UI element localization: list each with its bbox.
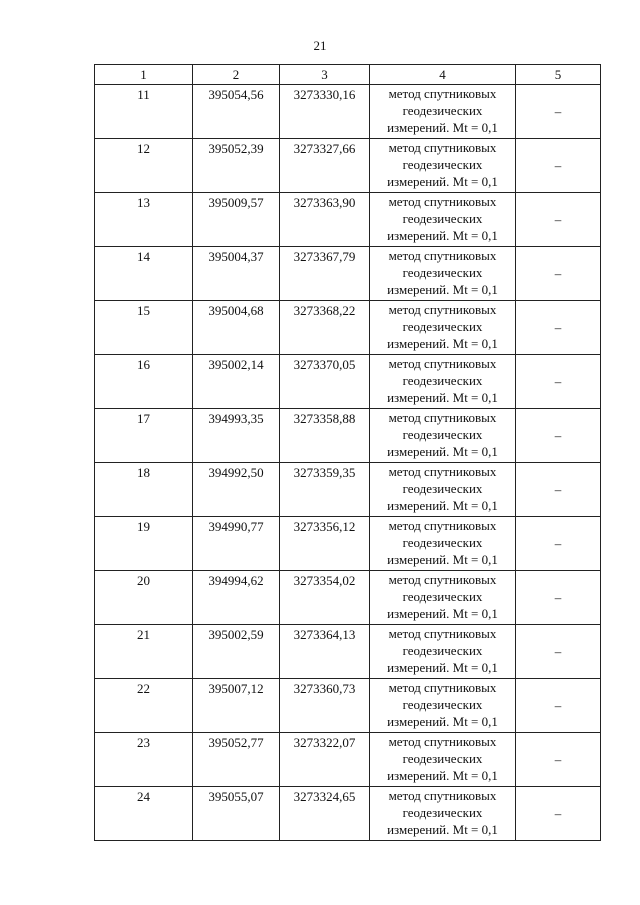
method-line: метод спутниковых xyxy=(388,626,497,641)
method-line: геодезических xyxy=(402,643,483,658)
method-line: геодезических xyxy=(402,265,483,280)
point-number-cell: 16 xyxy=(95,355,193,409)
column-header: 1 xyxy=(95,65,193,85)
table-row xyxy=(95,193,601,247)
column-5-cell: – xyxy=(516,409,601,463)
point-number-cell: 21 xyxy=(95,625,193,679)
table-row xyxy=(95,733,601,787)
method-line: геодезических xyxy=(402,211,483,226)
column-5-cell: – xyxy=(516,679,601,733)
method-cell xyxy=(370,625,516,679)
method-line: метод спутниковых xyxy=(388,194,497,209)
y-coordinate-cell: 3273330,16 xyxy=(280,85,370,139)
column-5-cell: – xyxy=(516,247,601,301)
y-coordinate-cell: 3273359,35 xyxy=(280,463,370,517)
x-coordinate-cell: 395004,68 xyxy=(193,301,280,355)
point-number-cell: 23 xyxy=(95,733,193,787)
x-coordinate-cell: 394992,50 xyxy=(193,463,280,517)
method-line: измерений. Mt = 0,1 xyxy=(387,336,498,351)
y-coordinate-cell: 3273367,79 xyxy=(280,247,370,301)
method-line: измерений. Mt = 0,1 xyxy=(387,390,498,405)
column-5-cell: – xyxy=(516,517,601,571)
table-row xyxy=(95,301,601,355)
x-coordinate-cell: 395002,59 xyxy=(193,625,280,679)
table-row xyxy=(95,787,601,841)
method-line: геодезических xyxy=(402,697,483,712)
method-line: метод спутниковых xyxy=(388,734,497,749)
point-number-cell: 15 xyxy=(95,301,193,355)
column-5-cell: – xyxy=(516,355,601,409)
table-row xyxy=(95,679,601,733)
method-line: метод спутниковых xyxy=(388,788,497,803)
y-coordinate-cell: 3273370,05 xyxy=(280,355,370,409)
point-number-cell: 11 xyxy=(95,85,193,139)
method-line: метод спутниковых xyxy=(388,140,497,155)
method-cell xyxy=(370,571,516,625)
method-line: метод спутниковых xyxy=(388,248,497,263)
method-line: измерений. Mt = 0,1 xyxy=(387,552,498,567)
method-line: метод спутниковых xyxy=(388,86,497,101)
method-cell xyxy=(370,85,516,139)
table-row xyxy=(95,517,601,571)
y-coordinate-cell: 3273360,73 xyxy=(280,679,370,733)
y-coordinate-cell: 3273363,90 xyxy=(280,193,370,247)
column-header: 3 xyxy=(280,65,370,85)
method-line: измерений. Mt = 0,1 xyxy=(387,282,498,297)
x-coordinate-cell: 395009,57 xyxy=(193,193,280,247)
method-line: геодезических xyxy=(402,157,483,172)
column-header: 4 xyxy=(370,65,516,85)
method-line: метод спутниковых xyxy=(388,410,497,425)
point-number-cell: 13 xyxy=(95,193,193,247)
point-number-cell: 17 xyxy=(95,409,193,463)
x-coordinate-cell: 394993,35 xyxy=(193,409,280,463)
method-cell xyxy=(370,193,516,247)
y-coordinate-cell: 3273327,66 xyxy=(280,139,370,193)
y-coordinate-cell: 3273354,02 xyxy=(280,571,370,625)
table-row xyxy=(95,85,601,139)
column-5-cell: – xyxy=(516,301,601,355)
x-coordinate-cell: 395007,12 xyxy=(193,679,280,733)
method-cell xyxy=(370,679,516,733)
y-coordinate-cell: 3273356,12 xyxy=(280,517,370,571)
y-coordinate-cell: 3273368,22 xyxy=(280,301,370,355)
column-5-cell: – xyxy=(516,85,601,139)
column-header: 5 xyxy=(516,65,601,85)
column-5-cell: – xyxy=(516,787,601,841)
method-line: измерений. Mt = 0,1 xyxy=(387,444,498,459)
table-row xyxy=(95,247,601,301)
method-line: измерений. Mt = 0,1 xyxy=(387,228,498,243)
page-number: 21 xyxy=(313,38,327,53)
x-coordinate-cell: 394994,62 xyxy=(193,571,280,625)
x-coordinate-cell: 395004,37 xyxy=(193,247,280,301)
method-cell xyxy=(370,733,516,787)
coordinates-table xyxy=(94,64,601,841)
y-coordinate-cell: 3273324,65 xyxy=(280,787,370,841)
x-coordinate-cell: 394990,77 xyxy=(193,517,280,571)
method-line: геодезических xyxy=(402,589,483,604)
method-line: геодезических xyxy=(402,751,483,766)
method-cell xyxy=(370,787,516,841)
method-line: измерений. Mt = 0,1 xyxy=(387,120,498,135)
method-line: геодезических xyxy=(402,103,483,118)
column-header: 2 xyxy=(193,65,280,85)
method-cell xyxy=(370,463,516,517)
method-line: метод спутниковых xyxy=(388,518,497,533)
method-cell xyxy=(370,139,516,193)
method-line: измерений. Mt = 0,1 xyxy=(387,498,498,513)
x-coordinate-cell: 395052,39 xyxy=(193,139,280,193)
point-number-cell: 12 xyxy=(95,139,193,193)
method-line: метод спутниковых xyxy=(388,680,497,695)
method-cell xyxy=(370,409,516,463)
method-line: геодезических xyxy=(402,481,483,496)
method-cell xyxy=(370,355,516,409)
column-5-cell: – xyxy=(516,625,601,679)
method-line: метод спутниковых xyxy=(388,356,497,371)
method-cell xyxy=(370,517,516,571)
method-line: геодезических xyxy=(402,319,483,334)
method-line: геодезических xyxy=(402,427,483,442)
method-line: измерений. Mt = 0,1 xyxy=(387,660,498,675)
column-5-cell: – xyxy=(516,733,601,787)
y-coordinate-cell: 3273364,13 xyxy=(280,625,370,679)
column-5-cell: – xyxy=(516,463,601,517)
method-line: метод спутниковых xyxy=(388,302,497,317)
column-5-cell: – xyxy=(516,193,601,247)
point-number-cell: 24 xyxy=(95,787,193,841)
method-line: геодезических xyxy=(402,373,483,388)
table-row xyxy=(95,463,601,517)
method-line: измерений. Mt = 0,1 xyxy=(387,174,498,189)
method-line: измерений. Mt = 0,1 xyxy=(387,822,498,837)
method-line: геодезических xyxy=(402,805,483,820)
column-5-cell: – xyxy=(516,139,601,193)
column-5-cell: – xyxy=(516,571,601,625)
method-line: измерений. Mt = 0,1 xyxy=(387,606,498,621)
table-row xyxy=(95,139,601,193)
table-header-row xyxy=(95,65,601,85)
x-coordinate-cell: 395054,56 xyxy=(193,85,280,139)
x-coordinate-cell: 395002,14 xyxy=(193,355,280,409)
y-coordinate-cell: 3273358,88 xyxy=(280,409,370,463)
method-line: геодезических xyxy=(402,535,483,550)
table-row xyxy=(95,625,601,679)
point-number-cell: 20 xyxy=(95,571,193,625)
point-number-cell: 14 xyxy=(95,247,193,301)
table-row xyxy=(95,571,601,625)
method-line: измерений. Mt = 0,1 xyxy=(387,714,498,729)
table-row xyxy=(95,409,601,463)
point-number-cell: 19 xyxy=(95,517,193,571)
method-cell xyxy=(370,301,516,355)
point-number-cell: 22 xyxy=(95,679,193,733)
method-line: измерений. Mt = 0,1 xyxy=(387,768,498,783)
method-cell xyxy=(370,247,516,301)
method-line: метод спутниковых xyxy=(388,464,497,479)
y-coordinate-cell: 3273322,07 xyxy=(280,733,370,787)
table-row xyxy=(95,355,601,409)
x-coordinate-cell: 395055,07 xyxy=(193,787,280,841)
point-number-cell: 18 xyxy=(95,463,193,517)
x-coordinate-cell: 395052,77 xyxy=(193,733,280,787)
method-line: метод спутниковых xyxy=(388,572,497,587)
